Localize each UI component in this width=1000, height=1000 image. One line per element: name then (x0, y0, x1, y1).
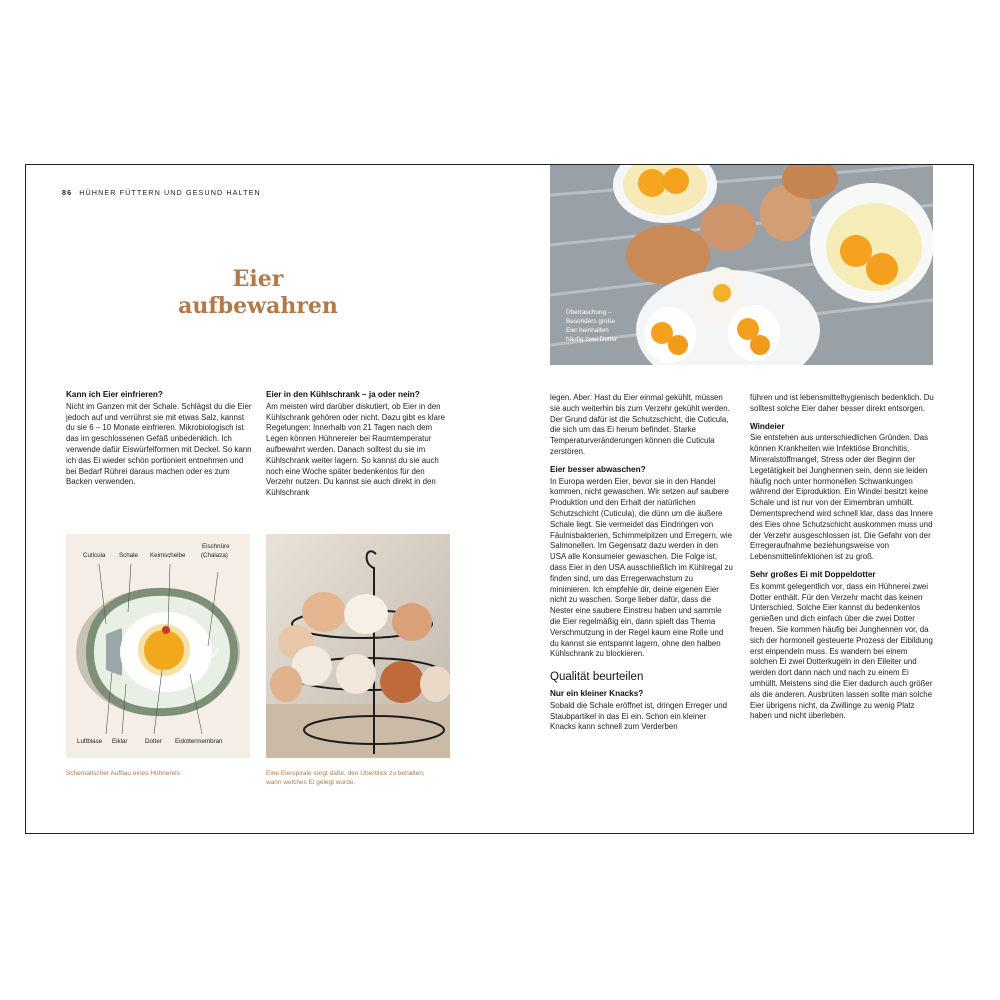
heading-windeier: Windeier (750, 421, 785, 431)
text-fridge: Am meisten wird darüber diskutiert, ob Eier in den Kühlschrank gehören oder nicht. Dazu gibt es klare Regelungen: Innerhalb von 21 Tagen nach dem Legen können Hühnereier bei Raumtemperatur aufbewahrt werden. Danach solltest du sie im Kühlschrank weiter lagern. So kannst du sie auch noch eine Woche später bedenkenlos für den Verzehr nutzen. Du kannst sie auch direkt in den Kühlschrank (266, 401, 445, 498)
label-chalaza: (Chalaza) (201, 552, 228, 559)
spiral-caption-line-2: wann welches Ei gelegt wurde. (266, 779, 356, 786)
photo-caption-line-2: Besonders große (566, 318, 616, 325)
egg-cross-section-illustration (66, 534, 250, 758)
page-number: 86 (62, 188, 73, 197)
photo-caption (566, 308, 656, 344)
heading-wash: Eier besser abwaschen? (550, 464, 646, 474)
label-eidottermembran: Eidottermembran (175, 738, 223, 745)
photo-caption-line-1: Überraschung – (566, 309, 612, 316)
egg-spiral-image (266, 534, 450, 758)
section-quality: Qualität beurteilen (550, 671, 644, 684)
text-column-2 (266, 390, 450, 506)
text-column-1 (66, 390, 252, 495)
text-column-4 (750, 393, 934, 729)
label-schale: Schale (119, 552, 138, 559)
text-column-3 (550, 393, 734, 740)
spiral-caption (266, 769, 456, 787)
label-luftblase: Luftblase (77, 738, 103, 745)
label-keimscheibe: Keimscheibe (150, 552, 186, 559)
photo-caption-line-4: häufig zwei Dotter (566, 336, 618, 343)
photo-caption-line-3: Eier beinhalten (566, 327, 609, 334)
label-dotter: Dotter (145, 738, 162, 745)
spiral-caption-line-1: Eine Eierspirale sorgt dafür, den Überblick zu behalten, (266, 770, 425, 777)
text-freeze: Nicht im Ganzen mit der Schale. Schlägst du die Eier jedoch auf und verrührst sie mit etwas Salz, kannst du sie 6 – 10 Monate einfrieren. Mikrobiologisch ist das im geschlossenen Gefäß unbedenklich. Ich verwende dafür Eiswürfelformen mit Deckel. So kann ich das Ei wieder schön portioniert entnehmen und bei Bedarf Rührei daraus machen oder es zum Backen verwenden. (66, 401, 252, 487)
heading-double-yolk: Sehr großes Ei mit Doppeldotter (750, 569, 876, 579)
text-cooling: legen. Aber: Hast du Eier einmal gekühlt, müssen sie auch weiterhin bis zum Verzehr gekühlt werden. Der Grund dafür ist die Schutzschicht, die Cuticula, die sich um das Ei herum befindet. Starke Temperaturveränderungen können die Cuticula zerstören. (550, 393, 730, 456)
running-title: HÜHNER FÜTTERN UND GESUND HALTEN (79, 188, 261, 197)
chapter-title (138, 266, 378, 320)
heading-crack: Nur ein kleiner Knacks? (550, 688, 644, 698)
egg-diagram (66, 534, 250, 758)
label-eischnuere: Eischnüre (202, 543, 230, 550)
text-windeier: Sie entstehen aus unterschiedlichen Gründen. Das können Krankheiten wie Infektiöse Bronchitis, Mineralstoffmangel, Stress oder der Beginn der Legetätigkeit bei Junghennen sein, denn sie leiden häufig noch unter hormonellen Schwankungen während der Eiproduktion. Ein Windei besitzt keine Schale und ist nur von der Eimembran umhüllt. Dementsprechend wird schnell klar, dass das Innere des Eies ohne Schutzschicht auskommen muss und der Verzehr ausgeschlossen ist. Die Gefahr von der Erregeraufnahme beziehungsweise von Lebensmittelinfektionen ist zu groß. (750, 433, 933, 562)
label-cuticula: Cuticula (83, 552, 106, 559)
heading-freeze: Kann ich Eier einfrieren? (66, 390, 163, 399)
text-dispose: führen und ist lebensmittelhygienisch bedenklich. Du solltest solche Eier daher besser direkt entsorgen. (750, 393, 934, 413)
heading-fridge: Eier in den Kühlschrank – ja oder nein? (266, 390, 420, 399)
title-line-2: aufbewahren (178, 293, 338, 319)
text-crack: Sobald die Schale eröffnet ist, dringen Erreger und Staubpartikel in das Ei ein. Schon ein kleiner Knacks kann schnell zum Verderben (550, 700, 728, 732)
egg-spiral-photo (266, 534, 450, 758)
running-header (62, 188, 261, 197)
text-double-yolk: Es kommt gelegentlich vor, dass ein Hühnerei zwei Dotter enthält. Für den Verzehr macht das keinen Unterschied. Solche Eier kannst du bedenkenlos genießen und dich einfach über die zwei Dotter freuen. Sie kommen häufig bei Junghennen vor, da sich der hormonell gesteuerte Prozess der Eibildung erst einpendeln muss. Es wandern bei einem solchen Ei zwei Dotterkugeln in den Eileiter und werden dort dann nach und nach zu einem Ei umhüllt. Meistens sind die Eier dadurch auch größer als die anderen. Ausbrüten lassen sollte man solche Eier übrigens nicht, da Zwillinge zu wenig Platz haben und nicht überleben. (750, 581, 933, 721)
egg-diagram-caption: Schematischer Aufbau eines Hühnereis (66, 770, 180, 777)
title-line-1: Eier (232, 266, 284, 292)
label-eiklar: Eiklar (112, 738, 128, 745)
text-wash: In Europa werden Eier, bevor sie in den Handel kommen, nicht gewaschen. Wir setzen auf saubere Produktion und den Erhalt der natürlichen Schutzschicht (Cuticula), die dünn um die äußere Schale liegt. Sie vermeidet das Eindringen von Fäulnisbakterien, Schimmelpilzen und Erregern, wie Salmonellen. Im Gegensatz dazu werden in den USA alle Konsumeier gewaschen. Die Folge ist, dass Eier in den USA ausschließlich im Kühlregal zu finden sind, um das Erregerwachstum zu minimieren. Ich empfehle dir, deine eigenen Eier nicht zu waschen. Sorge lieber dafür, dass die Nester eine saubere Einstreu haben und sammle die Eier regelmäßig ein, dann spielt das Thema Verschmutzung in der Regel kaum eine Rolle und du kannst sie entspannt lagern, ohne den halben Kühlschrank zu blockieren. (550, 476, 733, 659)
